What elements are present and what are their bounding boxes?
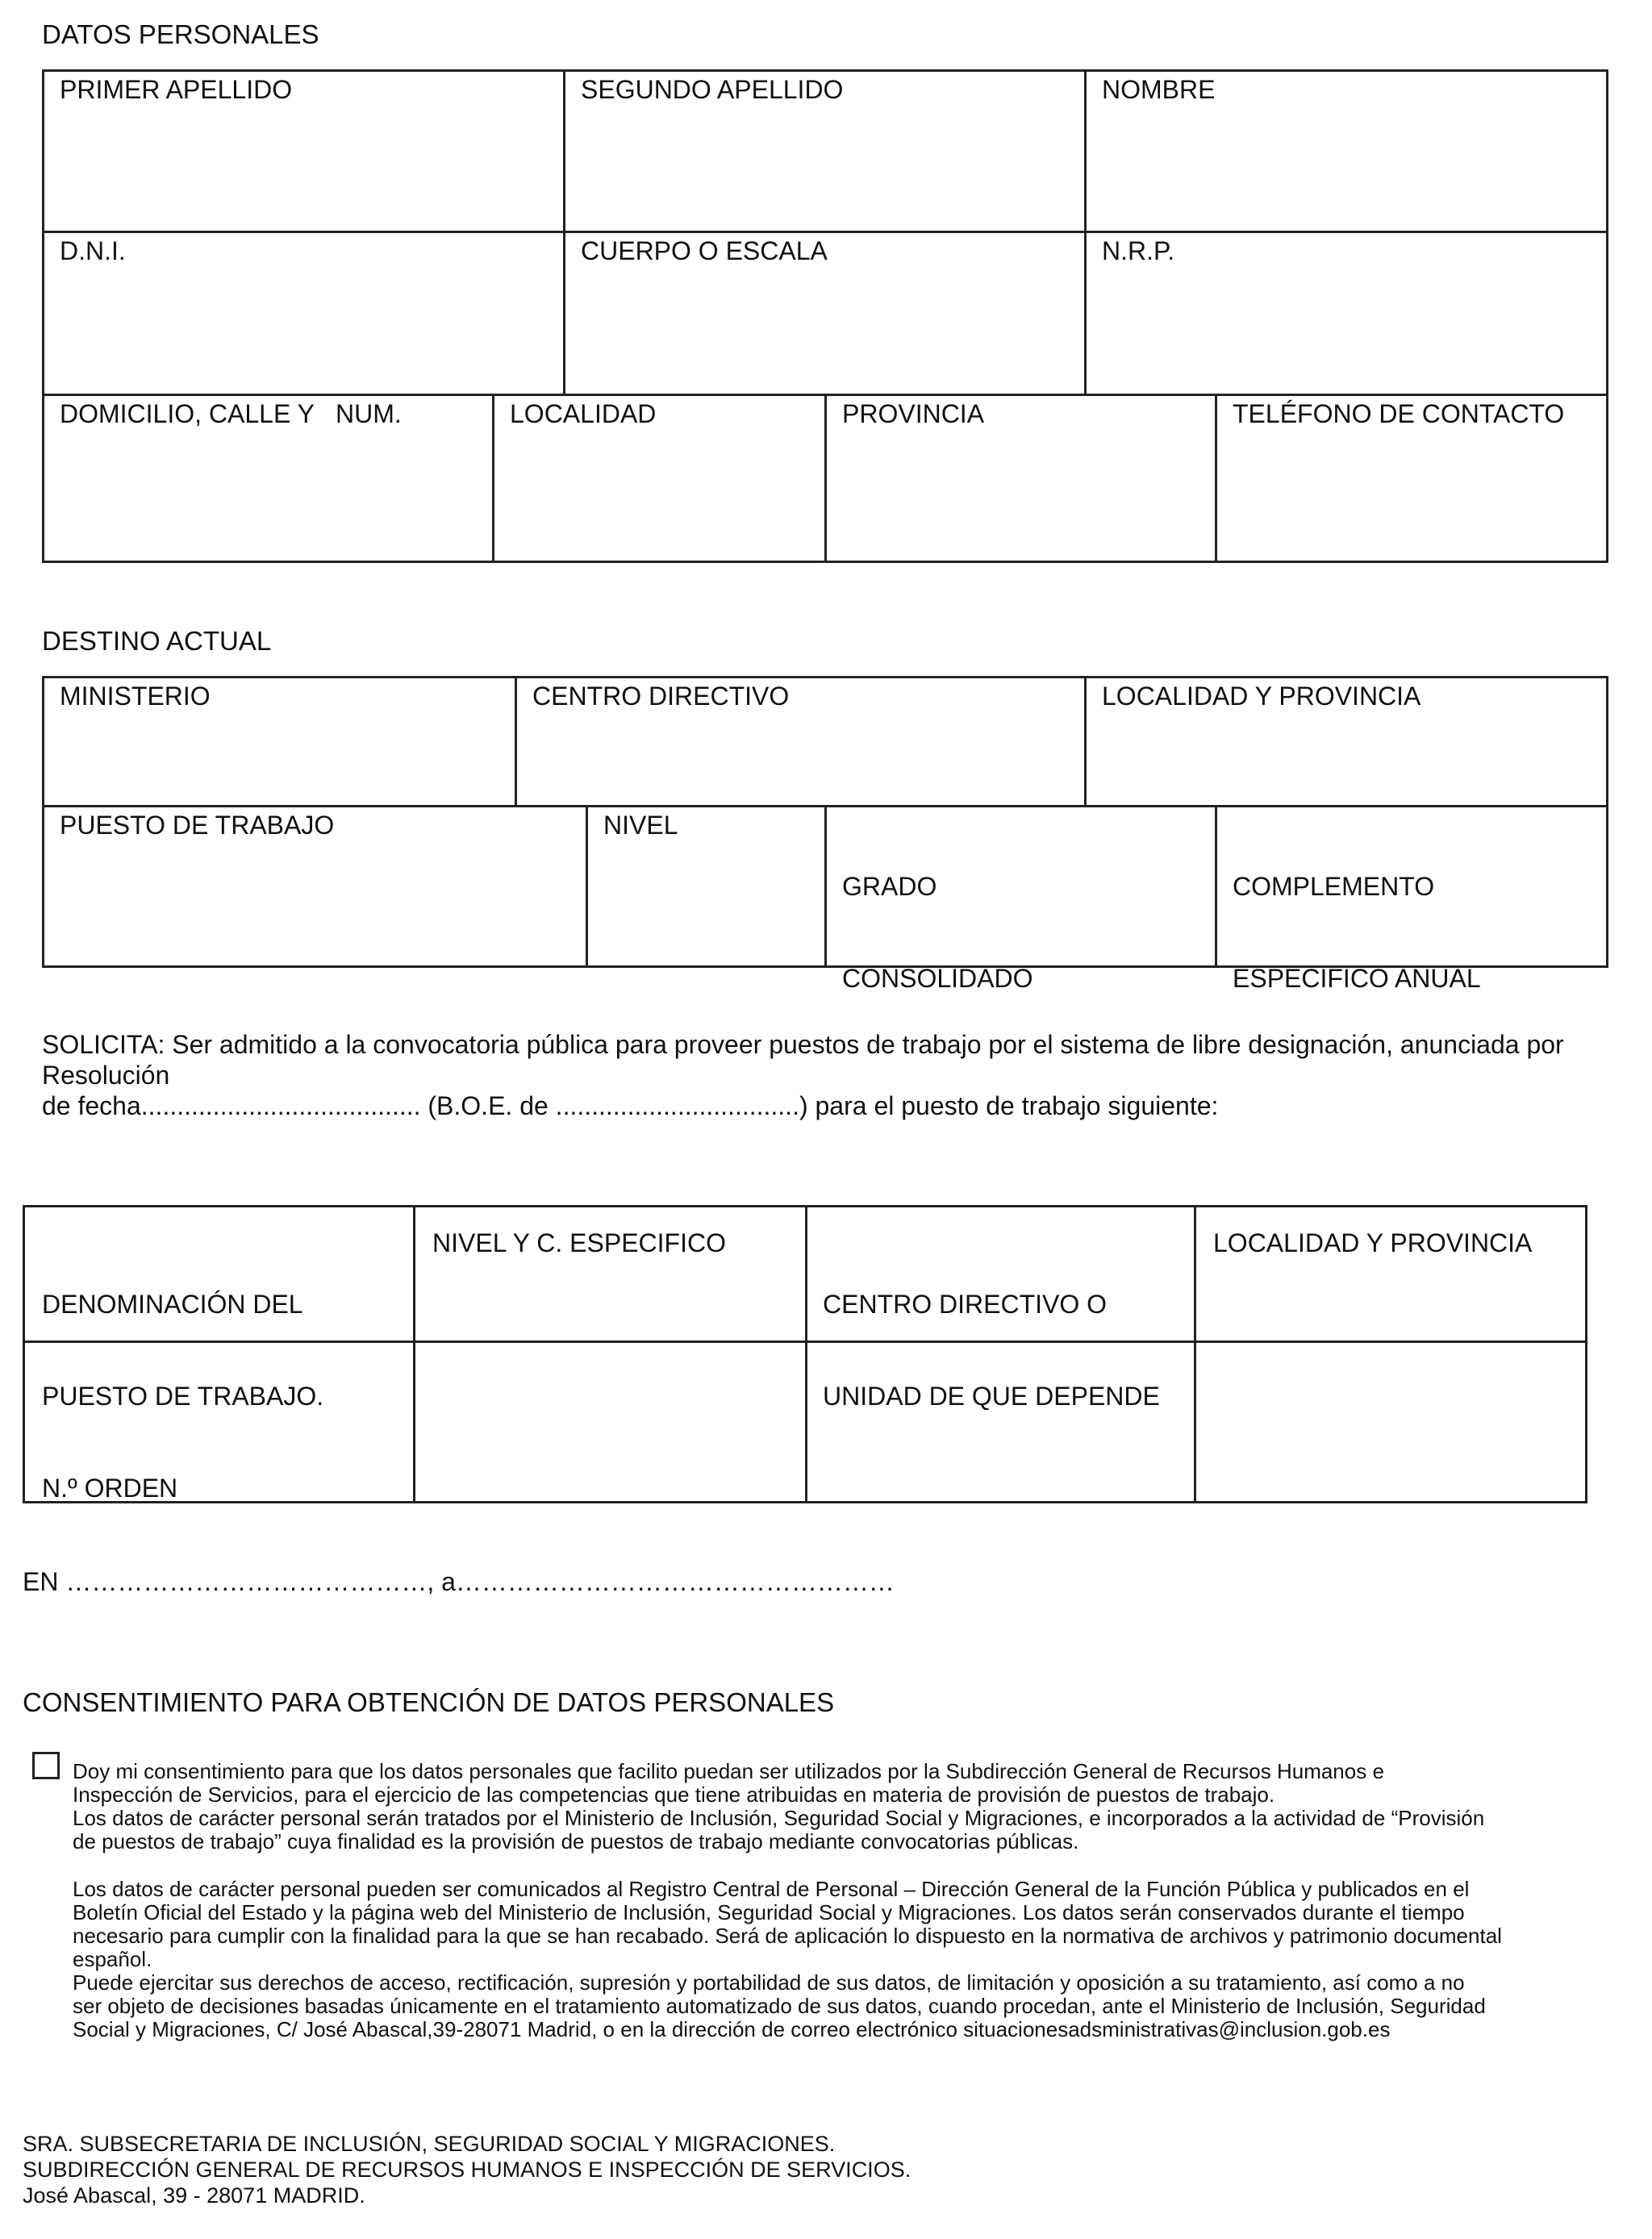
field-centro-directivo[interactable]: CENTRO DIRECTIVO <box>532 682 790 711</box>
field-nombre[interactable]: NOMBRE <box>1102 75 1216 104</box>
input-cell-nivel[interactable] <box>416 1344 802 1500</box>
field-nivel[interactable]: NIVEL <box>603 811 678 840</box>
consent-line: Puede ejercitar sus derechos de acceso, rectificación, supresión y portabilidad de sus datos, de limitación y oposición a su tratamiento, así como a no <box>73 1970 1465 1995</box>
table-divider <box>824 805 827 968</box>
table-divider <box>586 805 588 968</box>
section-title-datos-personales: DATOS PERSONALES <box>42 19 319 49</box>
table-divider <box>492 394 494 563</box>
consent-line: Los datos de carácter personal pueden ser comunicados al Registro Central de Personal – Dirección General de la Función Pública y publicados en el <box>73 1877 1470 1901</box>
solicita-line: de fecha....................................... (B.O.E. de ..................................) para el puesto de trabajo siguiente: <box>42 1091 1219 1120</box>
solicita-line: Resolución <box>42 1061 170 1090</box>
header-line: PUESTO DE TRABAJO. <box>42 1382 324 1411</box>
lugar-fecha-line[interactable]: EN ……………………………………, a…………………………………………… <box>23 1567 895 1596</box>
field-ministerio[interactable]: MINISTERIO <box>60 682 211 711</box>
input-cell-localidad-provincia[interactable] <box>1197 1344 1584 1500</box>
field-label: ESPECIFICO ANUAL <box>1233 964 1481 993</box>
section-title-consentimiento: CONSENTIMIENTO PARA OBTENCIÓN DE DATOS PERSONALES <box>23 1687 835 1717</box>
consent-line: Los datos de carácter personal serán tratados por el Ministerio de Inclusión, Seguridad Social y Migraciones, e incorporados a la actividad de “Provisión <box>73 1806 1485 1830</box>
field-provincia[interactable]: PROVINCIA <box>842 399 985 428</box>
recipient-line: SUBDIRECCIÓN GENERAL DE RECURSOS HUMANOS E INSPECCIÓN DE SERVICIOS. <box>23 2158 912 2182</box>
field-segundo-apellido[interactable]: SEGUNDO APELLIDO <box>581 75 844 104</box>
table-divider <box>1194 1205 1196 1503</box>
recipient-address <box>23 2131 911 2208</box>
field-cuerpo-escala[interactable]: CUERPO O ESCALA <box>581 236 828 265</box>
consent-line: Doy mi consentimiento para que los datos personales que facilito puedan ser utilizados por la Subdirección General de Recursos Humanos e <box>73 1759 1384 1783</box>
field-nrp[interactable]: N.R.P. <box>1102 236 1175 265</box>
table-divider <box>413 1205 415 1503</box>
consent-line: Social y Migraciones, C/ José Abascal,39-28071 Madrid, o en la dirección de correo electrónico situacionesadsministrativas@inclusion.gob.es <box>73 2017 1391 2041</box>
field-primer-apellido[interactable]: PRIMER APELLIDO <box>60 75 293 104</box>
recipient-line: SRA. SUBSECRETARIA DE INCLUSIÓN, SEGURIDAD SOCIAL Y MIGRACIONES. <box>23 2132 836 2156</box>
field-telefono[interactable]: TELÉFONO DE CONTACTO <box>1233 399 1565 428</box>
table-divider <box>1215 805 1217 968</box>
table-divider <box>42 231 1608 233</box>
table-divider <box>824 394 827 563</box>
consent-line: ser objeto de decisiones basadas únicamente en el tratamiento automatizado de sus datos, cuando procedan, ante el Ministerio de Inclusión, Seguridad <box>73 1994 1486 2018</box>
table-divider <box>515 676 517 805</box>
consent-text-paragraph-2 <box>73 1878 1502 2041</box>
table-divider <box>1084 69 1087 394</box>
column-header-localidad-provincia: LOCALIDAD Y PROVINCIA <box>1213 1228 1533 1257</box>
consent-checkbox[interactable] <box>32 1752 60 1779</box>
consent-text-paragraph-1 <box>73 1760 1484 1853</box>
header-line: N.º ORDEN <box>42 1474 178 1503</box>
consent-line: Boletín Oficial del Estado y la página web del Ministerio de Inclusión, Seguridad Social y Migraciones. Los datos serán conservados durante el tiempo <box>73 1900 1465 1924</box>
solicita-line: SOLICITA: Ser admitido a la convocatoria pública para proveer puestos de trabajo por el sistema de libre designación, anunciada por <box>42 1030 1564 1059</box>
field-dni[interactable]: D.N.I. <box>60 236 126 265</box>
section-title-destino-actual: DESTINO ACTUAL <box>42 626 272 656</box>
table-divider <box>1215 394 1217 563</box>
field-grado-consolidado[interactable] <box>842 810 1032 1024</box>
field-complemento-especifico[interactable] <box>1233 810 1481 1024</box>
header-line: UNIDAD DE QUE DEPENDE <box>823 1382 1160 1411</box>
table-divider <box>805 1205 807 1503</box>
table-divider <box>1084 676 1087 805</box>
header-line: CENTRO DIRECTIVO O <box>823 1290 1108 1319</box>
field-puesto-trabajo[interactable]: PUESTO DE TRABAJO <box>60 811 335 840</box>
table-divider <box>563 69 565 394</box>
header-line: DENOMINACIÓN DEL <box>42 1290 303 1319</box>
field-localidad-provincia[interactable]: LOCALIDAD Y PROVINCIA <box>1102 682 1421 711</box>
recipient-line: José Abascal, 39 - 28071 MADRID. <box>23 2183 365 2208</box>
consent-line: español. <box>73 1947 152 1971</box>
field-localidad[interactable]: LOCALIDAD <box>510 399 657 428</box>
field-label: GRADO <box>842 872 937 901</box>
consent-line: Inspección de Servicios, para el ejercicio de las competencias que tiene atribuidas en materia de provisión de puestos de trabajo. <box>73 1782 1275 1807</box>
solicita-paragraph <box>42 1029 1639 1121</box>
input-cell-denominacion[interactable] <box>26 1344 410 1500</box>
input-cell-centro-directivo[interactable] <box>808 1344 1191 1500</box>
field-label: CONSOLIDADO <box>842 964 1033 993</box>
field-domicilio[interactable]: DOMICILIO, CALLE Y NUM. <box>60 399 402 428</box>
consent-line: de puestos de trabajo” cuya finalidad es la provisión de puestos de trabajo mediante convocatorias públicas. <box>73 1829 1079 1853</box>
consent-line: necesario para cumplir con la finalidad para la que se han recabado. Será de aplicación lo dispuesto en la normativa de archivos y patrimonio documental <box>73 1924 1502 1948</box>
field-label: COMPLEMENTO <box>1233 872 1435 901</box>
column-header-nivel: NIVEL Y C. ESPECIFICO <box>432 1228 726 1257</box>
